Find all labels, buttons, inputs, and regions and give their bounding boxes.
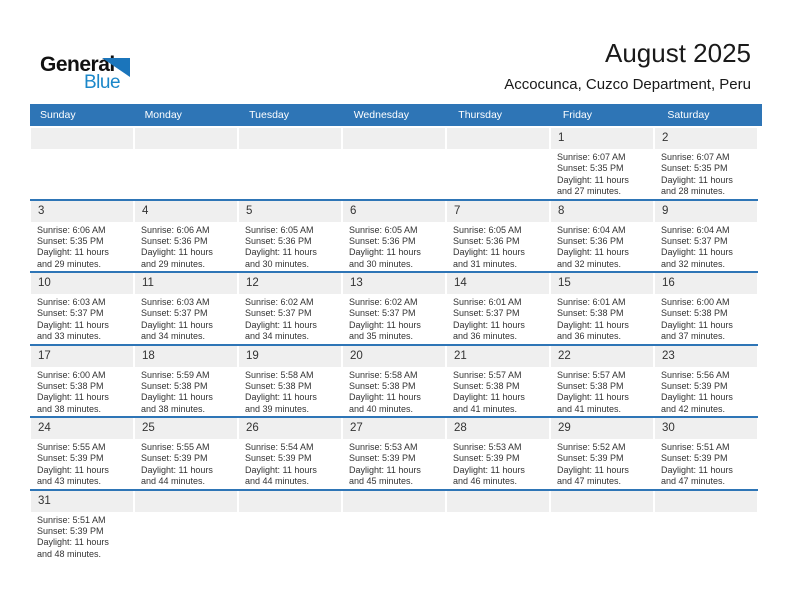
daylight-text-line2: and 43 minutes.	[37, 476, 102, 487]
empty-day-cell	[446, 491, 550, 562]
daylight-text-line1: Daylight: 11 hours	[661, 174, 733, 185]
daylight-text-line2: and 47 minutes.	[661, 476, 726, 487]
sunrise-text: Sunrise: 5:57 AM	[453, 369, 522, 380]
daylight-text-line2: and 44 minutes.	[141, 476, 206, 487]
sunset-text: Sunset: 5:37 PM	[453, 308, 520, 319]
sunset-text: Sunset: 5:35 PM	[661, 163, 728, 174]
logo-text-blue: Blue	[84, 72, 121, 93]
day-info	[654, 367, 758, 416]
day-number: 3	[31, 201, 133, 222]
day-number: 9	[655, 201, 757, 222]
day-number: 19	[239, 346, 341, 367]
day-cell	[550, 346, 654, 417]
empty-day-cell	[342, 491, 446, 562]
empty-day-cell	[342, 128, 446, 199]
daylight-text-line1: Daylight: 11 hours	[245, 247, 317, 258]
sunset-text: Sunset: 5:37 PM	[245, 308, 312, 319]
day-number: 6	[343, 201, 445, 222]
day-number: 29	[551, 418, 653, 439]
day-info	[342, 222, 446, 271]
day-cell	[654, 346, 758, 417]
day-number	[239, 491, 341, 512]
daylight-text-line1: Daylight: 11 hours	[661, 247, 733, 258]
page-subtitle: Accocunca, Cuzco Department, Peru	[504, 76, 751, 93]
daylight-text-line1: Daylight: 11 hours	[453, 392, 525, 403]
weekday-header-wednesday: Wednesday	[353, 109, 409, 121]
day-cell	[30, 201, 134, 272]
day-cell	[446, 418, 550, 489]
day-cell	[342, 346, 446, 417]
day-number: 21	[447, 346, 549, 367]
daylight-text-line1: Daylight: 11 hours	[141, 319, 213, 330]
day-cell	[654, 418, 758, 489]
daylight-text-line1: Daylight: 11 hours	[141, 392, 213, 403]
day-info	[134, 439, 238, 488]
daylight-text-line1: Daylight: 11 hours	[245, 392, 317, 403]
day-info	[30, 367, 134, 416]
day-info	[238, 294, 342, 343]
daylight-text-line2: and 37 minutes.	[661, 331, 726, 342]
day-number: 30	[655, 418, 757, 439]
day-cell	[30, 273, 134, 344]
sunset-text: Sunset: 5:38 PM	[661, 308, 728, 319]
day-number	[447, 128, 549, 149]
daylight-text-line1: Daylight: 11 hours	[37, 464, 109, 475]
daylight-text-line2: and 41 minutes.	[453, 403, 518, 414]
day-cell	[446, 273, 550, 344]
day-cell	[342, 418, 446, 489]
sunset-text: Sunset: 5:39 PM	[557, 453, 624, 464]
weekday-header-friday: Friday	[562, 109, 593, 121]
day-info	[550, 439, 654, 488]
day-info	[654, 294, 758, 343]
calendar-body	[30, 128, 758, 561]
sunrise-text: Sunrise: 6:07 AM	[557, 152, 626, 162]
empty-day-cell	[238, 491, 342, 562]
weekday-header-tuesday: Tuesday	[249, 109, 290, 121]
day-number: 11	[135, 273, 237, 294]
week-row	[30, 416, 758, 489]
empty-day-cell	[238, 128, 342, 199]
day-cell	[238, 273, 342, 344]
sunrise-text: Sunrise: 6:02 AM	[349, 297, 418, 307]
sunset-text: Sunset: 5:38 PM	[245, 380, 312, 391]
daylight-text-line2: and 33 minutes.	[37, 331, 102, 342]
day-number: 17	[31, 346, 133, 367]
daylight-text-line2: and 35 minutes.	[349, 331, 414, 342]
day-info	[238, 367, 342, 416]
sunset-text: Sunset: 5:38 PM	[557, 308, 624, 319]
day-number	[31, 128, 133, 149]
weekday-header-sunday: Sunday	[40, 109, 76, 121]
daylight-text-line1: Daylight: 11 hours	[245, 319, 317, 330]
sunrise-text: Sunrise: 6:01 AM	[453, 297, 522, 307]
daylight-text-line2: and 38 minutes.	[37, 403, 102, 414]
sunset-text: Sunset: 5:35 PM	[557, 163, 624, 174]
daylight-text-line2: and 47 minutes.	[557, 476, 622, 487]
day-number: 5	[239, 201, 341, 222]
sunrise-text: Sunrise: 5:54 AM	[245, 442, 314, 452]
daylight-text-line1: Daylight: 11 hours	[557, 319, 629, 330]
empty-day-cell	[134, 491, 238, 562]
daylight-text-line2: and 29 minutes.	[141, 258, 206, 269]
day-number	[239, 128, 341, 149]
sunset-text: Sunset: 5:37 PM	[661, 235, 728, 246]
day-info	[134, 294, 238, 343]
day-cell	[446, 201, 550, 272]
day-info	[342, 367, 446, 416]
day-info	[30, 439, 134, 488]
daylight-text-line2: and 36 minutes.	[557, 331, 622, 342]
daylight-text-line1: Daylight: 11 hours	[453, 319, 525, 330]
sunset-text: Sunset: 5:38 PM	[141, 380, 208, 391]
daylight-text-line2: and 32 minutes.	[557, 258, 622, 269]
sunrise-text: Sunrise: 5:55 AM	[141, 442, 210, 452]
daylight-text-line1: Daylight: 11 hours	[349, 464, 421, 475]
daylight-text-line1: Daylight: 11 hours	[661, 319, 733, 330]
daylight-text-line2: and 30 minutes.	[245, 258, 310, 269]
daylight-text-line2: and 27 minutes.	[557, 186, 622, 197]
daylight-text-line2: and 46 minutes.	[453, 476, 518, 487]
day-cell	[550, 418, 654, 489]
sunset-text: Sunset: 5:39 PM	[661, 380, 728, 391]
day-number: 8	[551, 201, 653, 222]
day-cell	[342, 201, 446, 272]
day-cell	[550, 128, 654, 199]
day-number: 7	[447, 201, 549, 222]
sunrise-text: Sunrise: 5:55 AM	[37, 442, 106, 452]
day-cell	[446, 346, 550, 417]
day-info	[446, 294, 550, 343]
sunrise-text: Sunrise: 5:58 AM	[245, 369, 314, 380]
sunset-text: Sunset: 5:39 PM	[245, 453, 312, 464]
sunrise-text: Sunrise: 6:06 AM	[37, 224, 106, 235]
daylight-text-line2: and 39 minutes.	[245, 403, 310, 414]
sunrise-text: Sunrise: 5:56 AM	[661, 369, 730, 380]
daylight-text-line1: Daylight: 11 hours	[349, 247, 421, 258]
daylight-text-line1: Daylight: 11 hours	[557, 174, 629, 185]
sunset-text: Sunset: 5:37 PM	[37, 308, 104, 319]
sunset-text: Sunset: 5:39 PM	[141, 453, 208, 464]
day-cell	[654, 273, 758, 344]
day-number: 15	[551, 273, 653, 294]
day-info	[30, 294, 134, 343]
daylight-text-line1: Daylight: 11 hours	[37, 392, 109, 403]
sunrise-text: Sunrise: 5:53 AM	[349, 442, 418, 452]
sunset-text: Sunset: 5:37 PM	[141, 308, 208, 319]
sunset-text: Sunset: 5:36 PM	[453, 235, 520, 246]
daylight-text-line1: Daylight: 11 hours	[245, 464, 317, 475]
week-row	[30, 489, 758, 562]
daylight-text-line1: Daylight: 11 hours	[557, 392, 629, 403]
day-number	[135, 491, 237, 512]
day-info	[654, 149, 758, 198]
day-cell	[30, 418, 134, 489]
day-number: 27	[343, 418, 445, 439]
day-info	[550, 222, 654, 271]
sunrise-text: Sunrise: 6:07 AM	[661, 152, 730, 162]
daylight-text-line1: Daylight: 11 hours	[453, 464, 525, 475]
sunset-text: Sunset: 5:39 PM	[349, 453, 416, 464]
sunrise-text: Sunrise: 6:01 AM	[557, 297, 626, 307]
daylight-text-line1: Daylight: 11 hours	[557, 247, 629, 258]
day-number: 2	[655, 128, 757, 149]
header-titles	[504, 40, 751, 93]
day-cell	[30, 491, 134, 562]
day-info	[238, 222, 342, 271]
day-info	[446, 222, 550, 271]
day-cell	[342, 273, 446, 344]
day-number: 26	[239, 418, 341, 439]
daylight-text-line2: and 30 minutes.	[349, 258, 414, 269]
daylight-text-line2: and 34 minutes.	[141, 331, 206, 342]
day-cell	[134, 346, 238, 417]
sunrise-text: Sunrise: 6:03 AM	[141, 297, 210, 307]
day-number	[135, 128, 237, 149]
day-info	[550, 294, 654, 343]
day-number: 24	[31, 418, 133, 439]
day-info	[238, 439, 342, 488]
day-cell	[654, 201, 758, 272]
empty-day-cell	[654, 491, 758, 562]
sunrise-text: Sunrise: 6:00 AM	[37, 369, 106, 380]
sunset-text: Sunset: 5:36 PM	[349, 235, 416, 246]
daylight-text-line1: Daylight: 11 hours	[349, 392, 421, 403]
sunrise-text: Sunrise: 6:04 AM	[661, 224, 730, 235]
daylight-text-line2: and 48 minutes.	[37, 548, 102, 559]
sunset-text: Sunset: 5:38 PM	[349, 380, 416, 391]
sunset-text: Sunset: 5:37 PM	[349, 308, 416, 319]
sunset-text: Sunset: 5:38 PM	[557, 380, 624, 391]
sunrise-text: Sunrise: 6:00 AM	[661, 297, 730, 307]
day-info	[446, 367, 550, 416]
daylight-text-line2: and 34 minutes.	[245, 331, 310, 342]
day-number: 18	[135, 346, 237, 367]
day-number	[655, 491, 757, 512]
sunset-text: Sunset: 5:39 PM	[37, 525, 104, 536]
sunrise-text: Sunrise: 5:59 AM	[141, 369, 210, 380]
day-info	[134, 222, 238, 271]
sunset-text: Sunset: 5:39 PM	[661, 453, 728, 464]
day-number: 10	[31, 273, 133, 294]
daylight-text-line2: and 29 minutes.	[37, 258, 102, 269]
weekday-header-monday: Monday	[144, 109, 182, 121]
sunrise-text: Sunrise: 6:05 AM	[245, 224, 314, 235]
day-number	[447, 491, 549, 512]
page-title: August 2025	[604, 38, 751, 68]
day-number: 13	[343, 273, 445, 294]
week-row	[30, 344, 758, 417]
day-number	[551, 491, 653, 512]
day-number: 25	[135, 418, 237, 439]
daylight-text-line2: and 28 minutes.	[661, 186, 726, 197]
day-info	[342, 294, 446, 343]
day-info	[30, 222, 134, 271]
sunset-text: Sunset: 5:38 PM	[453, 380, 520, 391]
day-number: 23	[655, 346, 757, 367]
empty-day-cell	[446, 128, 550, 199]
day-cell	[238, 201, 342, 272]
daylight-text-line2: and 45 minutes.	[349, 476, 414, 487]
daylight-text-line1: Daylight: 11 hours	[37, 247, 109, 258]
day-number	[343, 491, 445, 512]
daylight-text-line2: and 32 minutes.	[661, 258, 726, 269]
sunrise-text: Sunrise: 5:51 AM	[37, 514, 106, 525]
day-cell	[550, 273, 654, 344]
daylight-text-line2: and 42 minutes.	[661, 403, 726, 414]
day-number: 14	[447, 273, 549, 294]
daylight-text-line2: and 44 minutes.	[245, 476, 310, 487]
day-info	[550, 149, 654, 198]
week-row	[30, 199, 758, 272]
day-number: 31	[31, 491, 133, 512]
daylight-text-line2: and 36 minutes.	[453, 331, 518, 342]
day-cell	[550, 201, 654, 272]
sunrise-text: Sunrise: 5:53 AM	[453, 442, 522, 452]
week-row	[30, 271, 758, 344]
sunset-text: Sunset: 5:36 PM	[245, 235, 312, 246]
daylight-text-line1: Daylight: 11 hours	[141, 247, 213, 258]
day-cell	[654, 128, 758, 199]
day-cell	[134, 418, 238, 489]
daylight-text-line1: Daylight: 11 hours	[37, 537, 109, 548]
sunset-text: Sunset: 5:35 PM	[37, 235, 104, 246]
logo-text-general: General	[40, 53, 115, 76]
daylight-text-line1: Daylight: 11 hours	[141, 464, 213, 475]
sunset-text: Sunset: 5:39 PM	[453, 453, 520, 464]
sunrise-text: Sunrise: 6:04 AM	[557, 224, 626, 235]
day-number: 28	[447, 418, 549, 439]
sunset-text: Sunset: 5:36 PM	[557, 235, 624, 246]
sunset-text: Sunset: 5:38 PM	[37, 380, 104, 391]
weekday-header-row	[30, 104, 762, 126]
sunrise-text: Sunrise: 6:05 AM	[349, 224, 418, 235]
daylight-text-line2: and 41 minutes.	[557, 403, 622, 414]
daylight-text-line1: Daylight: 11 hours	[349, 319, 421, 330]
day-info	[134, 367, 238, 416]
day-info	[342, 439, 446, 488]
sunrise-text: Sunrise: 6:05 AM	[453, 224, 522, 235]
sunrise-text: Sunrise: 5:52 AM	[557, 442, 626, 452]
general-blue-logo	[40, 53, 140, 95]
sunset-text: Sunset: 5:36 PM	[141, 235, 208, 246]
sunrise-text: Sunrise: 5:58 AM	[349, 369, 418, 380]
daylight-text-line2: and 38 minutes.	[141, 403, 206, 414]
day-cell	[238, 418, 342, 489]
daylight-text-line2: and 40 minutes.	[349, 403, 414, 414]
day-info	[30, 512, 134, 561]
sunrise-text: Sunrise: 5:51 AM	[661, 442, 730, 452]
day-cell	[30, 346, 134, 417]
calendar	[30, 104, 762, 561]
day-number: 22	[551, 346, 653, 367]
day-cell	[238, 346, 342, 417]
daylight-text-line1: Daylight: 11 hours	[661, 392, 733, 403]
empty-day-cell	[550, 491, 654, 562]
daylight-text-line1: Daylight: 11 hours	[557, 464, 629, 475]
sunrise-text: Sunrise: 5:57 AM	[557, 369, 626, 380]
day-number: 4	[135, 201, 237, 222]
sunrise-text: Sunrise: 6:03 AM	[37, 297, 106, 307]
day-number	[343, 128, 445, 149]
weekday-header-thursday: Thursday	[458, 109, 503, 121]
sunrise-text: Sunrise: 6:02 AM	[245, 297, 314, 307]
day-number: 12	[239, 273, 341, 294]
day-info	[446, 439, 550, 488]
empty-day-cell	[30, 128, 134, 199]
day-number: 16	[655, 273, 757, 294]
sunset-text: Sunset: 5:39 PM	[37, 453, 104, 464]
day-info	[654, 222, 758, 271]
day-cell	[134, 273, 238, 344]
daylight-text-line1: Daylight: 11 hours	[453, 247, 525, 258]
empty-day-cell	[134, 128, 238, 199]
week-row	[30, 128, 758, 199]
day-info	[550, 367, 654, 416]
day-number: 1	[551, 128, 653, 149]
day-number: 20	[343, 346, 445, 367]
sunrise-text: Sunrise: 6:06 AM	[141, 224, 210, 235]
daylight-text-line1: Daylight: 11 hours	[37, 319, 109, 330]
daylight-text-line2: and 31 minutes.	[453, 258, 518, 269]
weekday-header-saturday: Saturday	[667, 109, 710, 121]
day-cell	[134, 201, 238, 272]
day-info	[654, 439, 758, 488]
daylight-text-line1: Daylight: 11 hours	[661, 464, 733, 475]
